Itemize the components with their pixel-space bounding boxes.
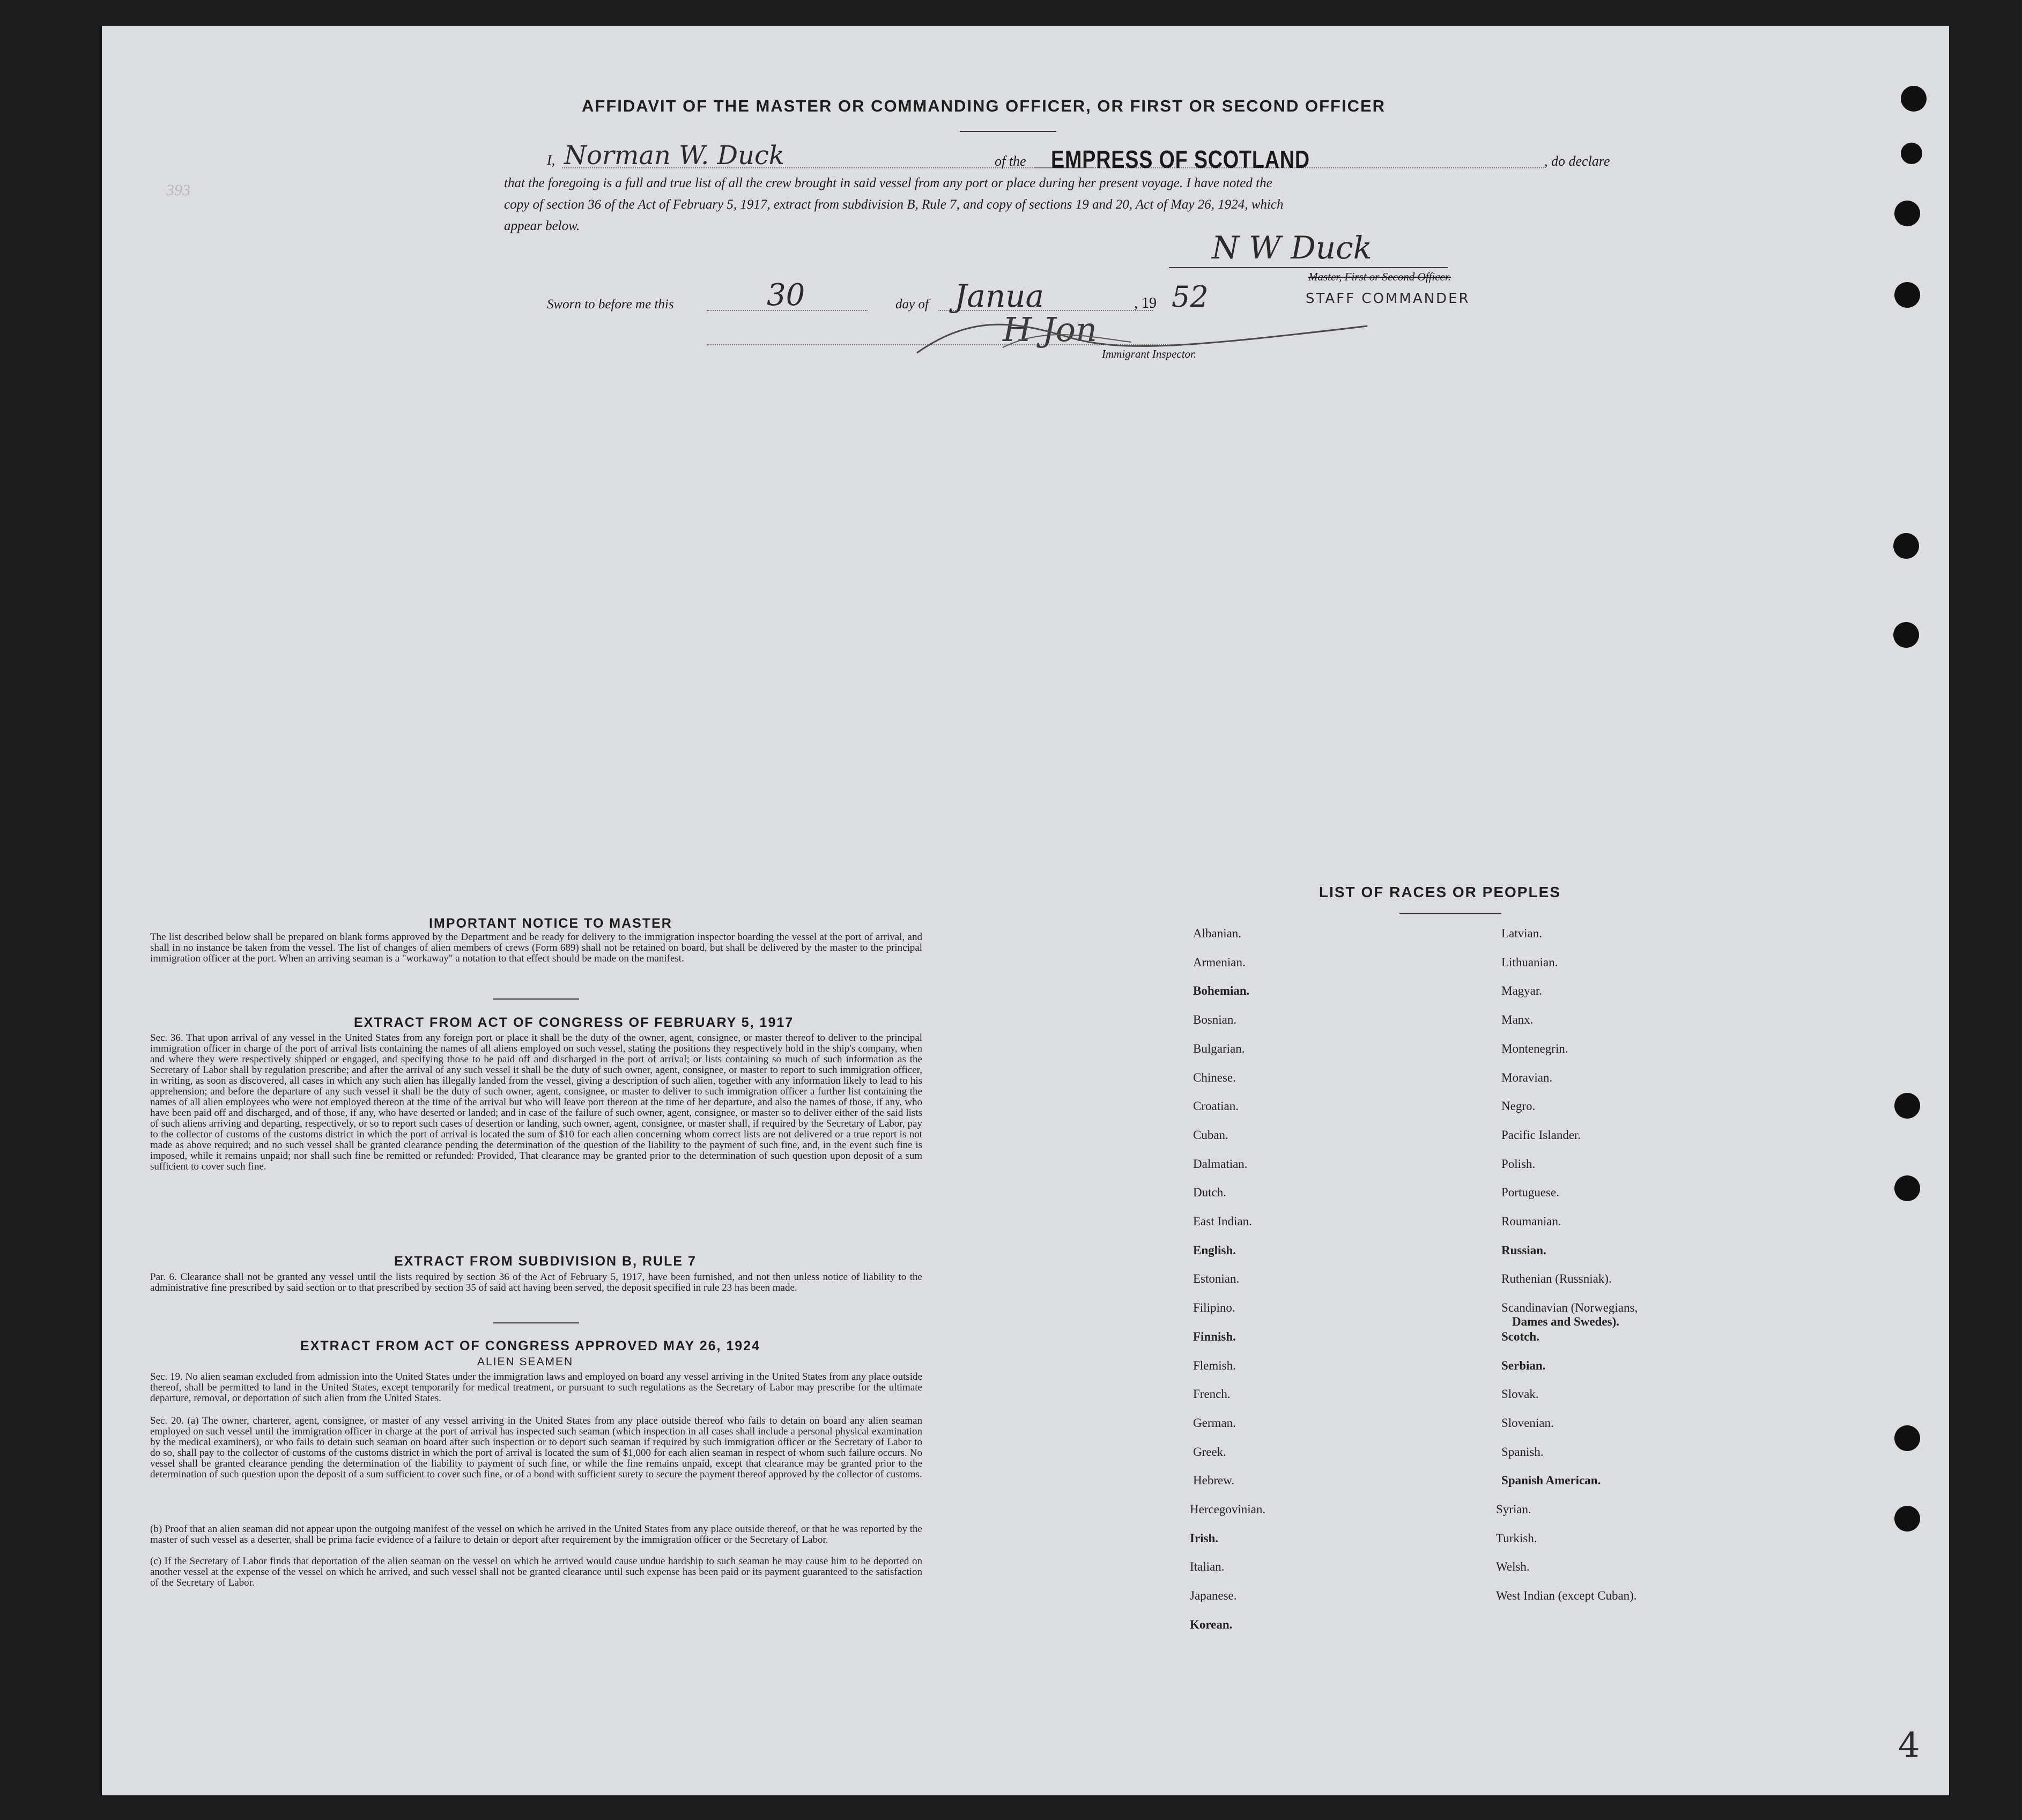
- punch-hole: [1894, 201, 1920, 226]
- punch-hole: [1894, 282, 1920, 308]
- race-item: Dames and Swedes).: [1512, 1315, 1619, 1329]
- race-item: Magyar.: [1501, 984, 1543, 998]
- day-value: 30: [767, 278, 805, 313]
- year-prefix: , 19: [1134, 295, 1157, 312]
- rule7-body: Par. 6. Clearance shall not be granted any vessel until the lists required by section 36 of the Act of February 5, 1917, have been furnished, and not then unless notice of liability to the administrative fine prescribed by said section or to that prescribed by section 35 of said act having been served, the deposit specified in rule 23 has been made.: [150, 1271, 922, 1293]
- race-item: Hercegovinian.: [1190, 1503, 1266, 1516]
- race-item: Hebrew.: [1193, 1474, 1235, 1488]
- extract-1924-title: EXTRACT FROM ACT OF CONGRESS APPROVED MAY 26, 1924: [300, 1338, 761, 1353]
- notice-body: The list described below shall be prepared on blank forms approved by the Department and be ready for delivery to the immigration inspector boarding the vessel at the port of arrival, and shall in no instance be taken from the vessel. The list of changes of alien members of crews (Form 689) shall not be retained on board, but shall be delivered by the master to the principal immigration officer at the port. When an arriving seaman is a "workaway" a notation to that effect should be made on the manifest.: [150, 931, 922, 964]
- race-item: Latvian.: [1501, 927, 1542, 940]
- extract-1917-title: EXTRACT FROM ACT OF CONGRESS OF FEBRUARY 5, 1917: [354, 1015, 794, 1030]
- race-item: Lithuanian.: [1501, 955, 1558, 969]
- divider: [960, 131, 1056, 132]
- extract-1917-body: Sec. 36. That upon arrival of any vessel in the United States from any foreign port or place it shall be the duty of the owner, agent, consignee, or master thereof to deliver to the principal immigration officer in charge of the port of arrival lists containing the names of all aliens employed on such vessel, stating the positions they respectively hold in the ship's company, when and where they were respectively shipped or engaged, and specifying those to be paid off and discharged in the port of arrival; or lists containing so much of such information as the Secretary of Labor shall by regulation prescribe; and after the arrival of any such vessel it shall be the duty of such owner, agent, consignee, or master to report to such immigration officer, in writing, as soon as discovered, all cases in which any such alien has illegally landed from the vessel, giving a description of such alien, together with any information likely to lead to his apprehension; and before the departure of any such vessel it shall be the duty of such owner, agent, consignee, or master to deliver to such immigration officer a further list containing the names of all alien employees who were not employed thereon at the time of the arrival but who will leave port thereon at the time of her departure, and also the names of those, if any, who have been paid off and discharged, and of those, if any, who have deserted or landed; and in case of the failure of such owner, agent, consignee, or master so to deliver either of the said lists of such aliens arriving and departing, respectively, or so to report such cases of desertion or landing, such owner, agent, consignee, or master shall, if required by the Secretary of Labor, pay to the collector of customs of the customs district in which the port of arrival is located the sum of $10 for each alien concerning whom correct lists are not delivered or a true report is not made as above required; and no such vessel shall be granted clearance pending the determination of the question of the liability to the payment of such fine, and, in the event such fine is imposed, while it remains unpaid; nor shall such fine be remitted or refunded: Provided, That clearance may be granted prior to the determination of such question upon deposit of a sum sufficient to cover such fine.: [150, 1032, 922, 1172]
- race-item: Spanish American.: [1501, 1474, 1601, 1488]
- race-item: Slovak.: [1501, 1387, 1539, 1401]
- affidavit-line-4: appear below.: [504, 219, 580, 233]
- race-item: Dutch.: [1193, 1186, 1226, 1200]
- race-item: Moravian.: [1501, 1070, 1553, 1084]
- race-item: Croatian.: [1193, 1099, 1239, 1113]
- races-title: LIST OF RACES OR PEOPLES: [1319, 884, 1561, 900]
- race-item: Roumanian.: [1501, 1215, 1561, 1228]
- do-declare-label: , do declare: [1544, 153, 1610, 169]
- race-item: Spanish.: [1501, 1445, 1544, 1459]
- punch-hole: [1893, 622, 1919, 648]
- race-item: Cuban.: [1193, 1128, 1228, 1142]
- race-item: Welsh.: [1496, 1560, 1530, 1574]
- sec-20c-body: (c) If the Secretary of Labor finds that deportation of the alien seaman on the vessel on which he arrived would cause undue hardship to such seaman he may cause him to be deported on another vessel at the expense of the vessel on which he arrived, and such vessel shall not be granted clearance until such expense has been paid or its payment guaranteed to the satisfaction of the Secretary of Labor.: [150, 1556, 922, 1588]
- punch-hole: [1894, 1506, 1920, 1532]
- race-item: Irish.: [1190, 1531, 1219, 1545]
- rule7-title: EXTRACT FROM SUBDIVISION B, RULE 7: [394, 1254, 697, 1269]
- race-item: Slovenian.: [1501, 1416, 1554, 1430]
- race-item: English.: [1193, 1243, 1236, 1257]
- race-item: Negro.: [1501, 1099, 1536, 1113]
- race-item: Bulgarian.: [1193, 1041, 1245, 1055]
- affidavit-line-3: copy of section 36 of the Act of February 5, 1917, extract from subdivision B, Rule 7, and copy of sections 19 and 20, Act of May 26, 1924, which: [504, 197, 1284, 212]
- master-signature: N W Duck: [1212, 230, 1372, 266]
- signature-line: [1169, 267, 1448, 268]
- vessel-name: EMPRESS OF SCOTLAND: [1051, 145, 1310, 173]
- race-item: Albanian.: [1193, 927, 1242, 940]
- race-item: Montenegrin.: [1501, 1041, 1568, 1055]
- document-sheet: [102, 26, 1949, 1795]
- race-item: Bohemian.: [1193, 984, 1250, 998]
- race-item: Russian.: [1501, 1243, 1546, 1257]
- sec-20a-body: Sec. 20. (a) The owner, charterer, agent, consignee, or master of any vessel arriving in the United States from any place outside thereof who fails to detain on board any alien seaman employed on such vessel until the immigration officer in charge at the port of arrival has inspected such seaman (which inspection in all cases shall include a personal physical examination by the medical examiners), or who fails to detain such seaman on board after such inspection or to deport such seaman if required by such immigration officer or the Secretary of Labor to do so, shall pay to the collector of customs of the customs district in which the port of arrival is located the sum of $1,000 for each alien seaman in respect of whom such failure occurs. No vessel shall be granted clearance pending the determination of the liability to payment of such fine, or while the fine remains unpaid, except that clearance may be granted prior to the determination of such question upon the deposit of a sum sufficient to cover such fine, or of a bond with sufficient surety to secure the payment thereof approved by the collector of customs.: [150, 1415, 922, 1480]
- divider: [493, 998, 579, 1000]
- affidavit-line-2: that the foregoing is a full and true list of all the crew brought in said vessel from any port or place during her present voyage. I have noted the: [504, 176, 1272, 190]
- sec-19-body: Sec. 19. No alien seaman excluded from admission into the United States under the immigration laws and employed on board any vessel arriving in the United States from any place outside thereof, shall be permitted to land in the United States, except temporarily for medical treatment, or pursuant to such regulations as the Secretary of Labor may prescribe for the ultimate departure, removal, or deportation of such alien from the United States.: [150, 1371, 922, 1404]
- race-item: Filipino.: [1193, 1301, 1235, 1315]
- punch-hole: [1893, 533, 1919, 559]
- race-item: Syrian.: [1496, 1503, 1531, 1516]
- punch-hole: [1901, 143, 1922, 164]
- inspector-caption: Immigrant Inspector.: [1102, 347, 1197, 360]
- race-item: French.: [1193, 1387, 1231, 1401]
- inspector-signature: H Jon: [1003, 310, 1097, 349]
- punch-hole: [1901, 86, 1927, 112]
- race-item: Scotch.: [1501, 1329, 1539, 1343]
- race-item: Scandinavian (Norwegians,: [1501, 1301, 1638, 1315]
- race-item: Serbian.: [1501, 1358, 1546, 1372]
- race-item: Greek.: [1193, 1445, 1226, 1459]
- affidavit-title: AFFIDAVIT OF THE MASTER OR COMMANDING OFFICER, OR FIRST OR SECOND OFFICER: [582, 97, 1386, 115]
- notice-title: IMPORTANT NOTICE TO MASTER: [429, 916, 672, 931]
- punch-hole: [1894, 1425, 1920, 1451]
- of-the-label: of the: [995, 153, 1026, 169]
- page-mark: 4: [1898, 1726, 1920, 1765]
- race-item: Turkish.: [1496, 1531, 1537, 1545]
- race-item: Korean.: [1190, 1617, 1233, 1631]
- officer-name: Norman W. Duck: [564, 140, 784, 171]
- sec-20b-body: (b) Proof that an alien seaman did not appear upon the outgoing manifest of the vessel on which he arrived in the United States from any place outside thereof, or that he was reported by the master of such vessel as a deserter, shall be prima facie evidence of a failure to detain or deport after requirement by the immigration officer or the Secretary of Labor.: [150, 1523, 922, 1545]
- race-item: Bosnian.: [1193, 1013, 1237, 1027]
- race-item: Polish.: [1501, 1157, 1536, 1171]
- month-value: Janua: [954, 278, 1045, 314]
- race-item: Ruthenian (Russniak).: [1501, 1272, 1612, 1286]
- punch-hole: [1894, 1175, 1920, 1201]
- race-item: Pacific Islander.: [1501, 1128, 1581, 1142]
- signature-caption: Master, First or Second Officer.: [1308, 270, 1451, 283]
- divider: [1399, 913, 1501, 914]
- race-item: Japanese.: [1190, 1589, 1237, 1603]
- affidavit-pre-name: I,: [547, 152, 556, 168]
- race-item: Estonian.: [1193, 1272, 1240, 1286]
- margin-stamp: 393: [166, 181, 190, 199]
- day-of-label: day of: [895, 297, 929, 312]
- race-item: Manx.: [1501, 1013, 1534, 1027]
- race-item: Dalmatian.: [1193, 1157, 1248, 1171]
- race-item: Armenian.: [1193, 955, 1246, 969]
- race-item: West Indian (except Cuban).: [1496, 1589, 1637, 1603]
- race-item: East Indian.: [1193, 1215, 1252, 1228]
- race-item: Chinese.: [1193, 1070, 1236, 1084]
- extract-1924-subtitle: ALIEN SEAMEN: [477, 1356, 574, 1368]
- race-item: Flemish.: [1193, 1358, 1236, 1372]
- race-item: Italian.: [1190, 1560, 1225, 1574]
- divider: [493, 1322, 579, 1323]
- race-item: German.: [1193, 1416, 1236, 1430]
- punch-hole: [1894, 1093, 1920, 1119]
- race-item: Portuguese.: [1501, 1186, 1559, 1200]
- rank-handwritten: STAFF COMMANDER: [1306, 291, 1470, 307]
- sworn-label: Sworn to before me this: [547, 297, 674, 312]
- race-item: Finnish.: [1193, 1329, 1236, 1343]
- year-value: 52: [1172, 280, 1209, 314]
